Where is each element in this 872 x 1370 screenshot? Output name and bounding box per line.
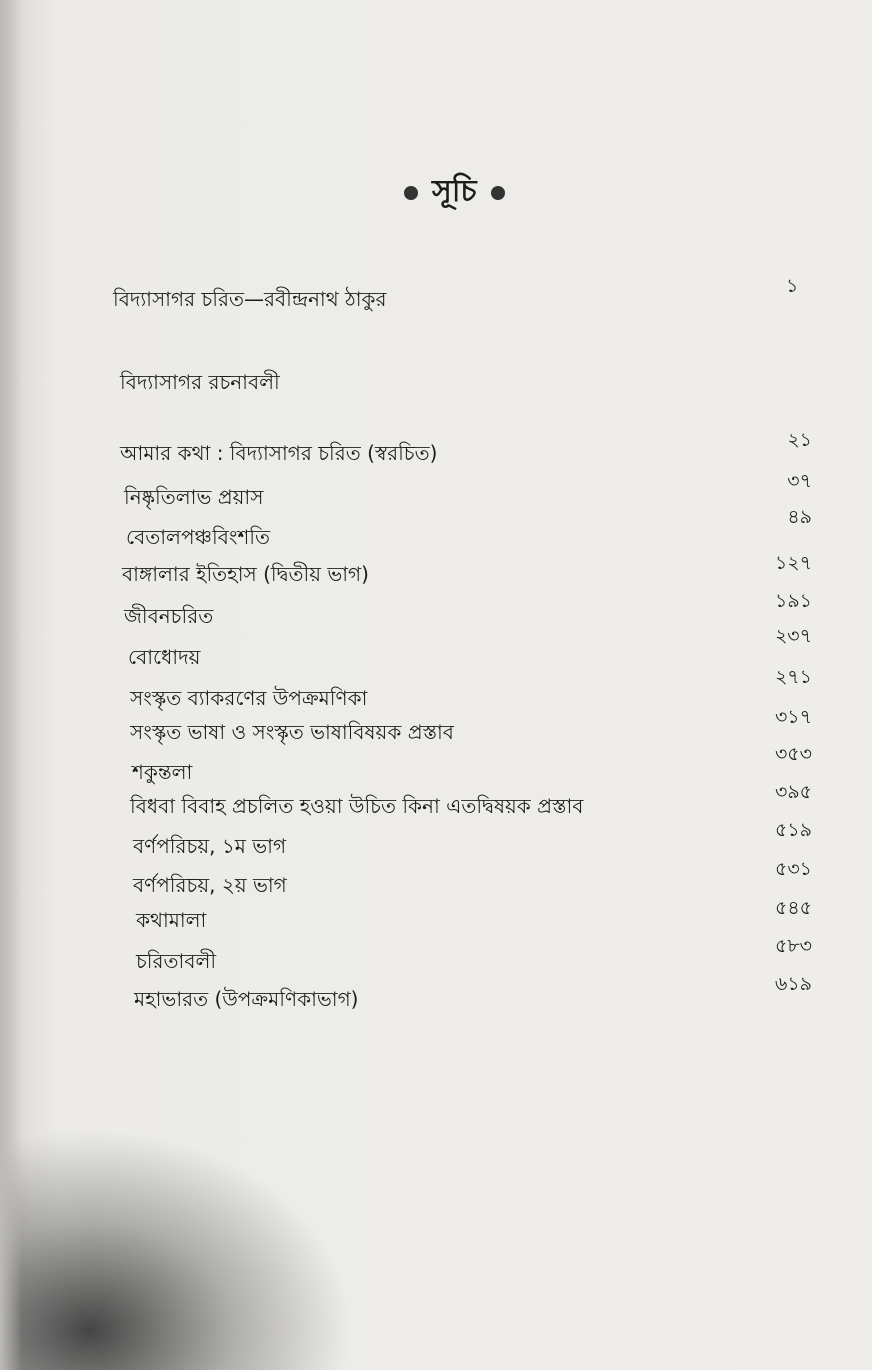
toc-entry-title: বেতালপঞ্চবিংশতি	[126, 525, 271, 549]
toc-entry-title: চরিতাবলী	[136, 949, 217, 973]
toc-entry-page: ১২৭	[774, 552, 812, 574]
toc-entry-page: ২৭১	[774, 666, 812, 688]
toc-entry-title: সংস্কৃত ভাষা ও সংস্কৃত ভাষাবিষয়ক প্রস্তাব	[130, 720, 454, 744]
toc-entry-title: কথামালা	[136, 908, 207, 932]
toc-entry-page: ৫১৯	[775, 819, 812, 841]
toc-entry-page: ৫৪৫	[775, 897, 812, 919]
toc-entry-title: জীবনচরিত	[124, 604, 214, 628]
section-heading: বিদ্যাসাগর রচনাবলী	[120, 370, 280, 394]
toc-entry-page: ৫৩১	[774, 858, 812, 880]
toc-entry-page: ৩৫৩	[774, 743, 812, 765]
toc-entry-page: ৫৮৩	[774, 935, 812, 957]
toc-entry-page: ৪৯	[787, 506, 812, 528]
intro-entry-title: বিদ্যাসাগর চরিত—রবীন্দ্রনাথ ঠাকুর	[113, 287, 387, 311]
toc-entry-title: মহাভারত (উপক্রমণিকাভাগ)	[134, 987, 359, 1011]
toc-entry-page: ২৩৭	[774, 625, 812, 647]
toc-entry-title: বর্ণপরিচয়, ২য় ভাগ	[133, 873, 287, 897]
toc-entry-page: ২১	[787, 429, 812, 451]
toc-entry-title: নিষ্কৃতিলাভ প্রয়াস	[124, 485, 264, 509]
toc-entry-title: বর্ণপরিচয়, ১ম ভাগ	[133, 834, 287, 858]
toc-entry-title: সংস্কৃত ব্যাকরণের উপক্রমণিকা	[130, 686, 368, 710]
heading-title: সূচি	[432, 174, 477, 209]
toc-entry-page: ৩৭	[787, 470, 812, 492]
toc-entry-page: ৩১৭	[774, 706, 812, 728]
toc-entry-title: বাঙ্গালার ইতিহাস (দ্বিতীয় ভাগ)	[122, 562, 369, 586]
toc-entry-title: শকুন্তলা	[132, 760, 193, 784]
toc-entry-page: ৩৯৫	[774, 781, 812, 803]
toc-entry-title: বিধবা বিবাহ প্রচলিত হওয়া উচিত কিনা এতদ্বিষয়ক প্রস্তাব	[130, 794, 584, 818]
intro-entry-page: ১	[786, 275, 799, 297]
toc-entry-title: আমার কথা : বিদ্যাসাগর চরিত (স্বরচিত)	[120, 441, 438, 465]
toc-entry-page: ৬১৯	[774, 973, 812, 995]
toc-entry-title: বোধোদয়	[128, 645, 201, 669]
toc-entry-page: ১৯১	[775, 590, 812, 612]
